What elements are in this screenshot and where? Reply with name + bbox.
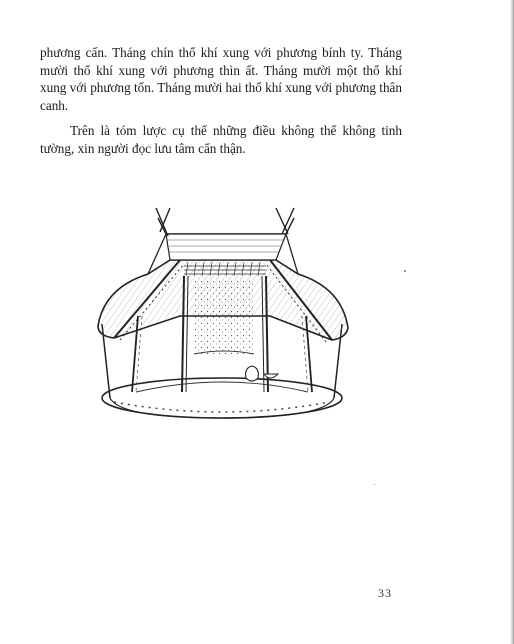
page-edge	[510, 0, 514, 644]
print-speck	[374, 484, 375, 485]
paragraph-1: phương cấn. Tháng chín thổ khí xung với phương bính ty. Tháng mười thổ khí xung với phương thìn ất. Tháng mười một thổ khí xung với phương tốn. Tháng mười hai thổ khí xung với phương thân canh.	[40, 45, 402, 113]
page-number: 33	[378, 586, 392, 600]
body-text	[40, 44, 402, 157]
paragraph-2: Trên là tóm lược cụ thể những điều không thể không tinh tường, xin người đọc lưu tâm cẩn thận.	[40, 123, 402, 156]
hut-illustration	[80, 196, 370, 426]
print-speck	[404, 270, 406, 272]
